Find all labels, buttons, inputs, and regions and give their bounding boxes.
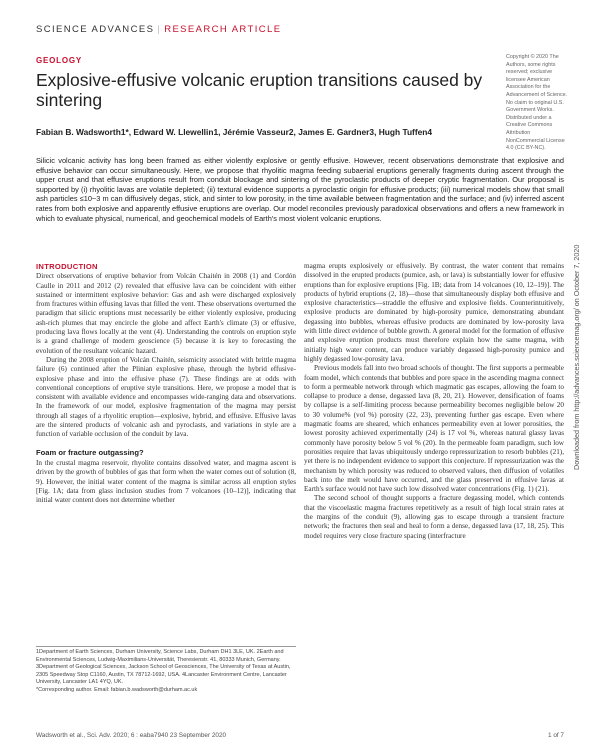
paragraph: The second school of thought supports a fracture degassing model, which contends that the viscoelastic magma fractures repetitively as a result of high local strain rates at the margins of the conduit (9), allowing gas to escape through a transient fracture network; the fractures then seal and heal to form a dense, degassed lava (17, 18, 25). This model requires very close fracture spacing (interfracture <box>304 494 564 540</box>
author-list: Fabian B. Wadsworth1*, Edward W. Llewellin1, Jérémie Vasseur2, James E. Gardner3, Hugh Tuffen4 <box>36 127 433 137</box>
download-side-note[interactable] <box>572 190 586 470</box>
citation: Wadsworth et al., Sci. Adv. 2020; 6 : eaba7940 23 September 2020 <box>36 732 227 739</box>
copyright-notice: Copyright © 2020 The Authors, some rights reserved; exclusive licensee American Association for the Advancement of Science. No claim to original U.S. Government Works. Distributed under a Creative Commons Attribution NonCommercial License 4.0 (CC BY-NC). <box>506 54 568 152</box>
paragraph: Previous models fall into two broad schools of thought. The first supports a permeable foam model, which contends that bubbles and pore space in the ascending magma connect to form a permeable network through which magmatic gas escapes, allowing the foam to collapse to produce a dense, degassed lava (8, 20, 21). However, densification of foams by collapse is a self-limiting process because permeability becomes negligible below 20 to 30 volume% (vol %) porosity (22, 23), preventing further gas escape. Even where magmatic foams are sheared, which enhances permeability even at lower porosities, the lowest porosity achieved experimentally (24) is 17 vol %, whereas natural glassy lavas commonly have porosity below 5 vol % (20). In the permeable foam paradigm, such low porosities require that lavas ubiquitously undergo repressurization to resorb bubbles (21), yet there is no independent evidence to support this conjecture. If repressurization was the mechanism by which porosity was reduced to observed values, then diffusion of volatiles back into the melt would have occurred, and the glass preserved in effusive lavas at Earth's surface would not have such low dissolved water concentrations (Fig. 1) (21). <box>304 364 564 494</box>
header-separator: | <box>157 24 162 35</box>
subsection-heading: Foam or fracture outgassing? <box>36 447 144 457</box>
section-label: GEOLOGY <box>36 56 83 65</box>
body-column-left <box>36 262 296 505</box>
affiliations: 1Department of Earth Sciences, Durham University, Science Labs, Durham DH1 3LE, UK. 2Earth and Environmental Sciences, Ludwig-Maximilians-Universität, Theresienstr. 41, 80333 Munich, Germany. 3Department of Geological Sciences, Jackson School of Geosciences, The University of Texas at Austin, 2305 Speedway Stop C1160, Austin, TX 78712-1692, USA. 4Lancaster Environment Centre, Lancaster University, Lancaster LA1 4YQ, UK. <box>36 649 291 686</box>
body-column-right <box>304 262 564 541</box>
page-number: 1 of 7 <box>548 732 564 739</box>
abstract: Silicic volcanic activity has long been framed as either violently explosive or gently effusive. However, recent observations demonstrate that explosive and effusive behavior can occur simultaneously. Here, we propose that rhyolitic magma feeding subaerial eruptions generally fragments during ascent through the upper crust and that effusive eruptions result from conduit blockage and sintering of the pyroclastic products of deeper cryptic fragmentation. Our proposal is supported by (i) rhyolitic lavas are volatile depleted; (ii) textural evidence supports a pyroclastic origin for effusive products; (iii) numerical models show that small ash particles ≤10−3 m can diffusively degas, stick, and sinter to low porosity, in the time available between fragmentation and the surface; and (iv) inferred ascent rates from both explosive and apparently effusive eruptions are overlap. Our model reconciles previously paradoxical observations and offers a new framework in which to evaluate physical, numerical, and geochemical models of Earth's most violent volcanic eruptions. <box>36 156 564 223</box>
journal-name: SCIENCE ADVANCES <box>36 24 155 35</box>
article-type: RESEARCH ARTICLE <box>164 24 282 35</box>
download-link[interactable]: Downloaded from http://advances.sciencemag.org/ on October 7, 2020 <box>572 244 581 470</box>
article-title: Explosive-effusive volcanic eruption transitions caused by sintering <box>36 70 483 110</box>
footnotes <box>36 646 296 695</box>
paragraph: In the crustal magma reservoir, rhyolite contains dissolved water, and magma ascent is driven by the growth of bubbles of gas that form when the water comes out of solution (8, 9). However, the initial water content of the magma is similar across all eruption styles [Fig. 1A; data from glass inclusion studies from 7 volcanoes (10–12)], indicating that initial water content does not determine whether <box>36 458 296 505</box>
paragraph: Direct observations of eruptive behavior from Volcán Chaitén in 2008 (1) and Cordón Caulle in 2011 and 2012 (2) revealed that effusive lava can be coincident with either sustained or intermittent explosive behavior: Gas and ash were discharged explosively from fractures within effusing lavas that filled the vent. These observations overturned the paradigm that silicic eruptions must necessarily be either violently explosive, producing ash-rich plumes that may encircle the globe and affect Earth's climate (3) or effusive, producing lava flows locally at the vent (4). Understanding the controls on eruption style is a grand challenge of modern geoscience (5) because it is key to forecasting the evolution of the resultant volcanic hazard. <box>36 272 296 355</box>
corresponding-author: *Corresponding author. Email: fabian.b.wadsworth@durham.ac.uk <box>36 686 198 693</box>
paragraph: magma erupts explosively or effusively. By contrast, the water content that remains dissolved in the erupted products (pumice, ash, or lava) is substantially lower for effusive eruptions than for explosive eruptions [Fig. 1B; data from 14 volcanoes (10, 12–19)]. The products of hybrid eruptions (2, 18)—those that simultaneously display both effusive and explosive characteristics—straddle the effusive and explosive fields. Counterintuitively, explosive products are dominated by high-porosity pumice, demonstrating abundant degassing into bubbles, whereas effusive products are dominated by low-porosity lava with little direct evidence of bubble growth. A general model for the formation of effusive and explosive eruption products must therefore explain how the same magma, with initially high water content, can produce variably degassed high-porosity pumice and highly degassed low-porosity lava. <box>304 262 564 363</box>
section-heading-introduction: INTRODUCTION <box>36 262 98 271</box>
page-footer <box>36 732 564 742</box>
paragraph: During the 2008 eruption of Volcán Chaitén, seismicity associated with brittle magma failure (6) continued after the Plinian explosive phase, through the hybrid effusive-explosive phase and into the effusive phase (7). These findings are at odds with conventional conceptions of eruptive style transitions. Here, we propose a model that is consistent with available evidence and encompasses wide-ranging data and observations. In the framework of our model, explosive fragmentation of the magma may persist through all stages of a rhyolitic eruption—explosive, hybrid, and effusive. Effusive lavas are the sintered products of volcanic ash and pyroclasts, and variations in style are a function of variable occlusion of the conduit by lava. <box>36 355 296 439</box>
journal-header <box>36 24 281 35</box>
